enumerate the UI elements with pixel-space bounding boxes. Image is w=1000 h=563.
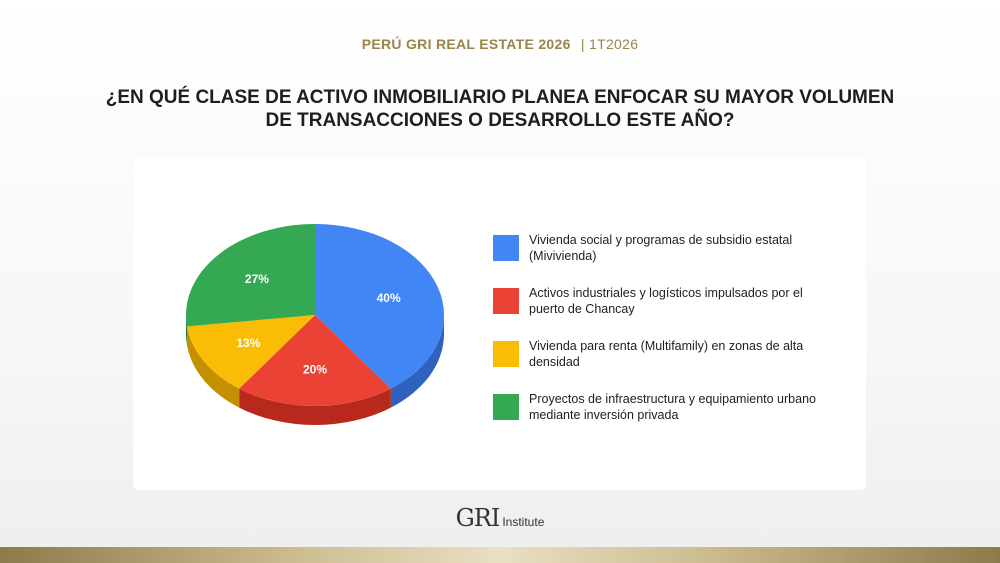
legend-item-0 [493,232,823,285]
legend-item-2 [493,338,823,391]
report-period: | 1T2026 [580,36,639,52]
survey-question: ¿EN QUÉ CLASE DE ACTIVO INMOBILIARIO PLANEA ENFOCAR SU MAYOR VOLUMEN DE TRANSACCIONES O DESARROLLO ESTE AÑO? [105,87,895,131]
footer-gold-bar [0,547,1000,563]
legend-label-3: Proyectos de infraestructura y equipamiento urbano mediante inversión privada [529,392,816,422]
legend-swatch-2 [493,341,519,367]
pie-label-3: 27% [244,271,269,286]
pie-label-1: 20% [302,362,328,377]
logo-subtext: Institute [502,515,545,529]
logo-text: GRI [455,504,500,532]
pie-label-0: 40% [376,291,401,306]
pie-chart [133,158,473,490]
legend-label-0: Vivienda social y programas de subsidio estatal (Mivivienda) [529,233,793,263]
report-brand: PERÚ GRI REAL ESTATE 2026 [361,36,571,52]
legend-swatch-3 [493,394,519,420]
legend-label-2: Vivienda para renta (Multifamily) en zonas de alta densidad [529,339,804,369]
legend-label-1: Activos industriales y logísticos impulsados por el puerto de Chancay [529,286,803,316]
report-header [0,36,1000,52]
legend-item-3 [493,391,823,444]
chart-legend [493,232,823,444]
legend-swatch-1 [493,288,519,314]
chart-card [133,158,866,490]
gri-institute-logo [0,504,1000,532]
pie-label-2: 13% [236,335,261,350]
legend-swatch-0 [493,235,519,261]
legend-item-1 [493,285,823,338]
